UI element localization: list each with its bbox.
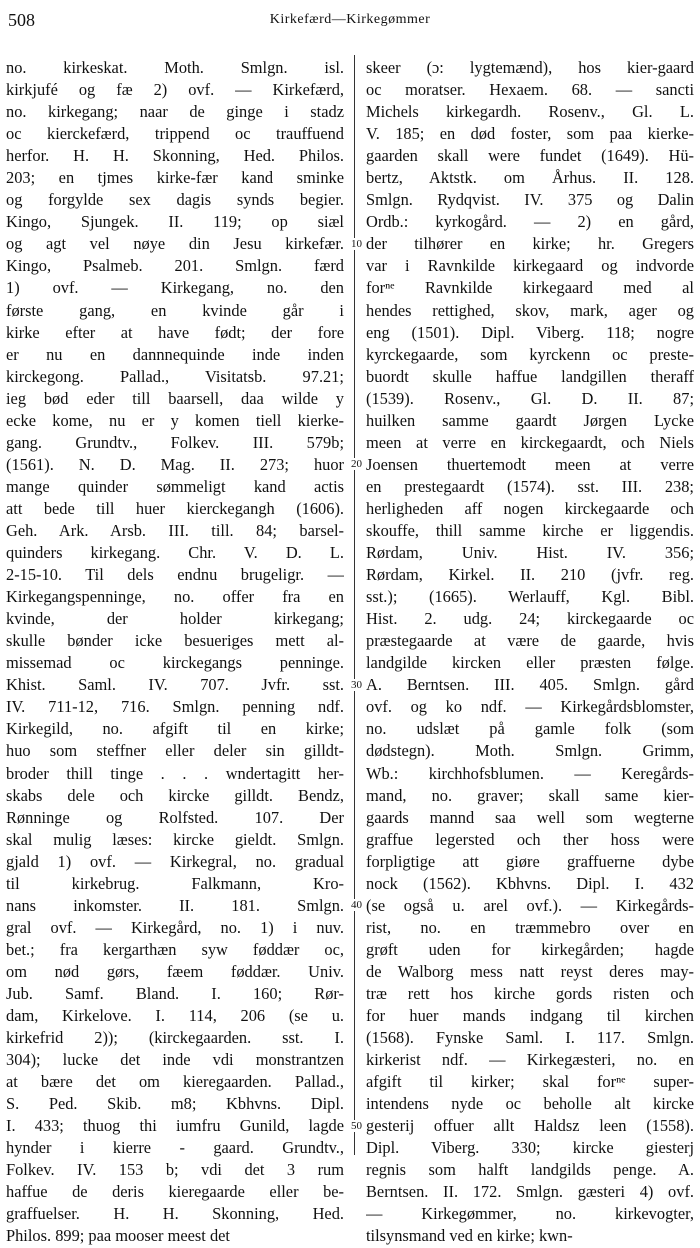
text-line: skal mulig læses: kircke gieldt. Smlgn. bbox=[6, 829, 344, 849]
text-line: forpligtige att giøre graffuerne dybe bbox=[366, 851, 694, 871]
text-line: oc moratser. Hexaem. 68. — sancti bbox=[366, 80, 694, 100]
text-line: kirkjufé og fæ 2) ovf. — Kirkefærd, bbox=[6, 80, 344, 100]
text-line: missemad oc kirckegangs penninge. bbox=[6, 653, 344, 673]
text-line: no. kirkegang; naar de ginge i stadz bbox=[6, 102, 344, 122]
text-line: Ordb.: kyrkogård. — 2) en gård, bbox=[366, 212, 694, 232]
text-line: gaards mannd saa well som wegterne bbox=[366, 807, 694, 827]
text-line: en prestegaardt (1574). sst. III. 238; bbox=[366, 476, 694, 496]
text-line: (1568). Fynske Saml. I. 117. Smlgn. bbox=[366, 1028, 694, 1048]
text-line: no. udslæt på gamle folk (som bbox=[366, 719, 694, 739]
text-line: — Kirkegømmer, no. kirkevogter, bbox=[366, 1204, 694, 1224]
text-line: Khist. Saml. IV. 707. Jvfr. sst. bbox=[6, 675, 344, 695]
text-line: dødstegn). Moth. Smlgn. Grimm, bbox=[366, 741, 694, 761]
text-line: no. kirkeskat. Moth. Smlgn. isl. bbox=[6, 58, 344, 77]
text-line: herligheden aff nogen kirckegaarde och bbox=[366, 498, 694, 518]
text-line: A. Berntsen. III. 405. Smlgn. gård bbox=[366, 675, 694, 695]
text-line: Kingo, Sjungek. II. 119; op siæl bbox=[6, 212, 344, 232]
right-column bbox=[366, 57, 694, 1248]
left-column bbox=[6, 57, 344, 1248]
running-title: Kirkefærd—Kirkegømmer bbox=[269, 12, 431, 27]
text-line: og agt vel nøye din Jesu kirkefær. bbox=[6, 234, 344, 254]
text-line: 2-15-10. Til dels endnu brugeligr. — bbox=[6, 565, 344, 585]
text-line: præstegaarde at være de gaarde, hvis bbox=[366, 631, 694, 651]
text-line: Berntsen. II. 172. Smlgn. gæsteri 4) ovf. bbox=[366, 1182, 694, 1202]
column-rule bbox=[354, 55, 355, 1155]
text-line: Hist. 2. udg. 24; kirckegaarde oc bbox=[366, 609, 694, 629]
text-line: huo som steffner eller deler sin gilldt- bbox=[6, 741, 344, 761]
text-line: skulle bønder icke besueriges mett al- bbox=[6, 631, 344, 651]
text-line: (1539). Rosenv., Gl. D. II. 87; bbox=[366, 388, 694, 408]
text-line: Philos. 899; paa mooser meest det bbox=[6, 1226, 230, 1246]
text-line: ovf. og ko ndf. — Kirkegårdsblomster, bbox=[366, 697, 694, 717]
text-line: dam, Kirkelove. I. 114, 206 (se u. bbox=[6, 1006, 344, 1026]
text-line: var i Ravnkilde kirkegaard og indvorde bbox=[366, 256, 694, 276]
text-line: buordt skulle haffue landgillen theraff bbox=[366, 366, 694, 386]
text-line: regnis som halft landgilds penge. A. bbox=[366, 1160, 694, 1180]
text-line: Michels kirkegardh. Rosenv., Gl. L. bbox=[366, 102, 694, 122]
text-line: att bede till huer kierckegangh (1606). bbox=[6, 498, 344, 518]
text-line: Kingo, Psalmeb. 201. Smlgn. færd bbox=[6, 256, 344, 276]
text-line: nock (1562). Kbhvns. Dipl. I. 432 bbox=[366, 873, 694, 893]
line-number-marker: 30 bbox=[351, 679, 362, 691]
text-line: Kirkegild, no. afgift til en kirke; bbox=[6, 719, 344, 739]
text-line: grøft uden for kirkegården; hagde bbox=[366, 939, 694, 959]
text-line: graffuelser. H. H. Skonning, Hed. bbox=[6, 1204, 344, 1224]
text-line: S. Ped. Skib. m8; Kbhvns. Dipl. bbox=[6, 1094, 344, 1114]
text-line: der tilhører en kirke; hr. Gregers bbox=[366, 234, 694, 254]
text-line: kirke efter at have født; der fore bbox=[6, 322, 344, 342]
text-line: for huer mands indgang til kirchen bbox=[366, 1006, 694, 1026]
line-number-marker: 20 bbox=[351, 458, 362, 470]
page-header bbox=[0, 10, 700, 40]
text-line: (1561). N. D. Mag. II. 273; huor bbox=[6, 454, 344, 474]
text-line: er nu en dannnequinde inde inden bbox=[6, 344, 344, 364]
text-line: gjald 1) ovf. — Kirkegral, no. gradual bbox=[6, 851, 344, 871]
text-line: oc kierckefærd, trippend oc trauffuend bbox=[6, 124, 344, 144]
text-line: gang. Grundtv., Folkev. III. 579b; bbox=[6, 432, 344, 452]
text-line: træ rett hos kirche gords risten och bbox=[366, 983, 694, 1003]
text-line: eng (1501). Dipl. Viberg. 118; nogre bbox=[366, 322, 694, 342]
text-line: (se også u. arel ovf.). — Kirkegårds- bbox=[366, 895, 694, 915]
text-line: 203; en tjmes kirke-fær kand sminke bbox=[6, 168, 344, 188]
text-line: mand, no. graver; skall same kier- bbox=[366, 785, 694, 805]
text-line: Folkev. IV. 153 b; vdi det 3 rum bbox=[6, 1160, 344, 1180]
text-line: Joensen thuertemodt meen at verre bbox=[366, 454, 694, 474]
text-line: kyrckegaarde, som kyrckenn oc preste- bbox=[366, 344, 694, 364]
text-line: Rønninge og Rolfsted. 107. Der bbox=[6, 807, 344, 827]
text-line: meen at verre en kirckegaardt, och Niels bbox=[366, 432, 694, 452]
text-line: Rørdam, Kirkel. II. 210 (jvfr. reg. bbox=[366, 565, 694, 585]
text-line: kirckegong. Pallad., Visitatsb. 97.21; bbox=[6, 366, 344, 386]
text-line: første gang, en kvinde går i bbox=[6, 300, 344, 320]
line-number-marker: 10 bbox=[351, 238, 362, 250]
text-line: skabs dele och kircke gilldt. Bendz, bbox=[6, 785, 344, 805]
text-line: tilsynsmand ved en kirke; kwn- bbox=[366, 1226, 573, 1246]
text-line: kirkerist ndf. — Kirkegæsteri, no. en bbox=[366, 1050, 694, 1070]
text-line: gaarden skall were fundet (1649). Hü- bbox=[366, 146, 694, 166]
text-line: ecke kome, nu er y komen tiell kierke- bbox=[6, 410, 344, 430]
text-line: mange quinder sømmeligt kand actis bbox=[6, 476, 344, 496]
text-line: haffue de deris kieregaarde eller be- bbox=[6, 1182, 344, 1202]
text-line: kirkefrid 2)); (kirckegaarden. sst. I. bbox=[6, 1028, 344, 1048]
text-line: og forgylde sex dagis synds begier. bbox=[6, 190, 344, 210]
text-line: bet.; fra kergarthæn syw føddær oc, bbox=[6, 939, 344, 959]
text-line: afgift til kirker; skal forⁿᵉ super- bbox=[366, 1072, 694, 1092]
text-line: forⁿᵉ Ravnkilde kirkegaard med al bbox=[366, 278, 694, 298]
text-line: Jub. Samf. Bland. I. 160; Rør- bbox=[6, 983, 344, 1003]
text-line: Smlgn. Rydqvist. IV. 375 og Dalin bbox=[366, 190, 694, 210]
text-line: 304); lucke det inde vdi monstrantzen bbox=[6, 1050, 344, 1070]
text-line: gral ovf. — Kirkegård, no. 1) i nuv. bbox=[6, 917, 344, 937]
text-line: nans inkomster. II. 181. Smlgn. bbox=[6, 895, 344, 915]
text-line: intendens nyde oc beholle alt kircke bbox=[366, 1094, 694, 1114]
text-line: broder thill tinge . . . wndertagitt her- bbox=[6, 763, 344, 783]
text-line: I. 433; thuog thi iumfru Gunild, lagde bbox=[6, 1116, 344, 1136]
text-line: hendes rettighed, skov, mark, ager og bbox=[366, 300, 694, 320]
text-line: gesterij offuer allt Haldsz leen (1558). bbox=[366, 1116, 694, 1136]
text-line: at bære det om kieregaarden. Pallad., bbox=[6, 1072, 344, 1092]
text-line: huilken samme gaardt Jørgen Lycke bbox=[366, 410, 694, 430]
text-line: V. 185; en død foster, som paa kierke- bbox=[366, 124, 694, 144]
text-line: 1) ovf. — Kirkegang, no. den bbox=[6, 278, 344, 298]
text-line: Kirkegangspenninge, no. offer fra en bbox=[6, 587, 344, 607]
text-line: skouffe, thill samme kirche er liggendis. bbox=[366, 520, 694, 540]
text-line: Dipl. Viberg. 330; kircke giesterj bbox=[366, 1138, 694, 1158]
text-line: bertz, Aktstk. om Århus. II. 128. bbox=[366, 168, 694, 188]
text-line: om nød gørs, fæem føddær. Univ. bbox=[6, 961, 344, 981]
text-line: quinders kirkegang. Chr. V. D. L. bbox=[6, 543, 344, 563]
text-line: sst.); (1665). Werlauff, Kgl. Bibl. bbox=[366, 587, 694, 607]
text-line: landgilde kircken eller præsten følge. bbox=[366, 653, 694, 673]
text-line: kvinde, der holder kirkegang; bbox=[6, 609, 344, 629]
text-line: Rørdam, Univ. Hist. IV. 356; bbox=[366, 543, 694, 563]
text-line: hynder i kierre - gaard. Grundtv., bbox=[6, 1138, 344, 1158]
text-line: ieg bød eder till baarsell, daa wilde y bbox=[6, 388, 344, 408]
text-line: herfor. H. H. Skonning, Hed. Philos. bbox=[6, 146, 344, 166]
text-line: rist, no. en træmmebro over en bbox=[366, 917, 694, 937]
text-line: til kirkebrug. Falkmann, Kro- bbox=[6, 873, 344, 893]
text-line: de Walborg mess natt reyst deres may- bbox=[366, 961, 694, 981]
text-line: Geh. Ark. Arsb. III. till. 84; barsel- bbox=[6, 520, 344, 540]
line-number-marker: 50 bbox=[351, 1120, 362, 1132]
text-line: graffue legersted och ther hoss were bbox=[366, 829, 694, 849]
text-line: IV. 711-12, 716. Smlgn. penning ndf. bbox=[6, 697, 344, 717]
text-line: Wb.: kirchhofsblumen. — Keregårds- bbox=[366, 763, 694, 783]
text-line: skeer (ɔ: lygtemænd), hos kier-gaard bbox=[366, 58, 694, 77]
line-number-marker: 40 bbox=[351, 899, 362, 911]
page-number: 508 bbox=[8, 10, 35, 30]
